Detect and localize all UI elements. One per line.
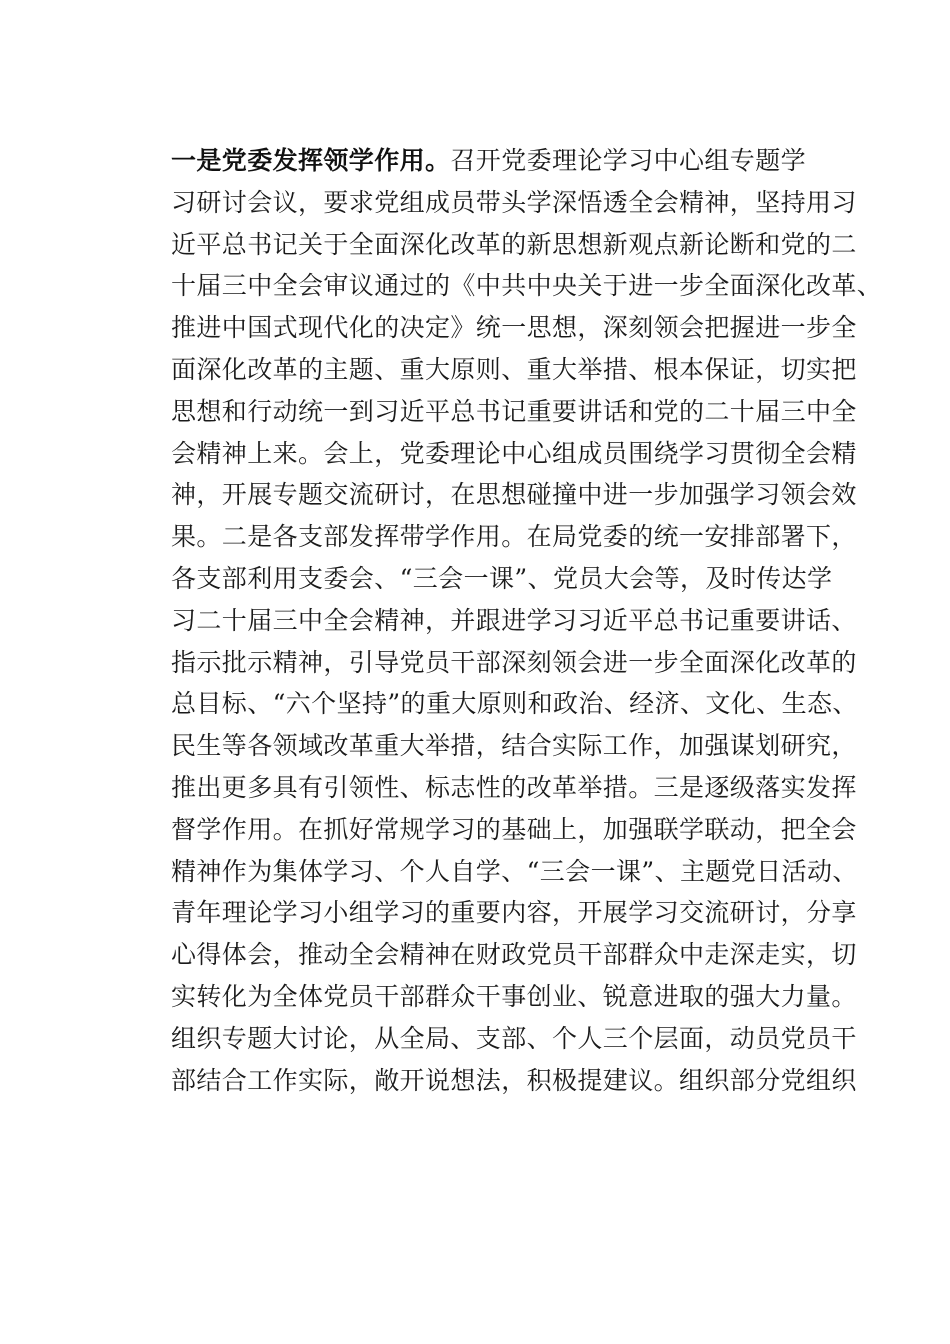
text-line: 心得体会，推动全会精神在财政党员干部群众中走深走实，切 — [171, 940, 857, 970]
text-line: 会精神上来。会上，党委理论中心组成员围绕学习贯彻全会精 — [171, 438, 857, 468]
text-line: 习研讨会议，要求党组成员带头学深悟透全会精神，坚持用习 — [171, 187, 857, 217]
text-line: 近平总书记关于全面深化改革的新思想新观点新论断和党的二 — [171, 229, 857, 259]
text-line: 督学作用。在抓好常规学习的基础上，加强联学联动，把全会 — [171, 814, 857, 844]
text-line: 总目标、“六个坚持”的重大原则和政治、经济、文化、生态、 — [171, 689, 858, 719]
text-line: 思想和行动统一到习近平总书记重要讲话和党的二十届三中全 — [171, 396, 857, 426]
text-line — [171, 140, 861, 182]
body-paragraph — [171, 140, 883, 1101]
text-line: 果。二是各支部发挥带学作用。在局党委的统一安排部署下， — [171, 522, 857, 552]
text-line: 青年理论学习小组学习的重要内容，开展学习交流研讨，分享 — [171, 898, 857, 928]
text-line: 各支部利用支委会、“三会一课”、党员大会等，及时传达学 — [171, 563, 833, 593]
text-line: 神，开展专题交流研讨，在思想碰撞中进一步加强学习领会效 — [171, 480, 857, 510]
text-line: 习二十届三中全会精神，并跟进学习习近平总书记重要讲话、 — [171, 605, 857, 635]
lead-heading: 一是党委发挥领学作用。 — [171, 146, 451, 175]
text-line: 民生等各领域改革重大举措，结合实际工作，加强谋划研究， — [171, 731, 857, 761]
text-line: 指示批示精神，引导党员干部深刻领会进一步全面深化改革的 — [171, 647, 857, 677]
text-line-content: 召开党委理论学习中心组专题学 — [450, 146, 807, 175]
text-line: 精神作为集体学习、个人自学、“三会一课”、主题党日活动、 — [171, 856, 858, 886]
text-line: 面深化改革的主题、重大原则、重大举措、根本保证，切实把 — [171, 354, 857, 384]
text-line: 部结合工作实际，敞开说想法，积极提建议。组织部分党组织 — [171, 1065, 857, 1095]
text-line: 推出更多具有引领性、标志性的改革举措。三是逐级落实发挥 — [171, 772, 857, 802]
text-line: 实转化为全体党员干部群众干事创业、锐意进取的强大力量。 — [171, 981, 857, 1011]
text-line: 十届三中全会审议通过的《中共中央关于进一步全面深化改革、 — [171, 271, 883, 301]
text-line: 组织专题大讨论，从全局、支部、个人三个层面，动员党员干 — [171, 1023, 857, 1053]
text-line: 推进中国式现代化的决定》统一思想，深刻领会把握进一步全 — [171, 313, 857, 343]
